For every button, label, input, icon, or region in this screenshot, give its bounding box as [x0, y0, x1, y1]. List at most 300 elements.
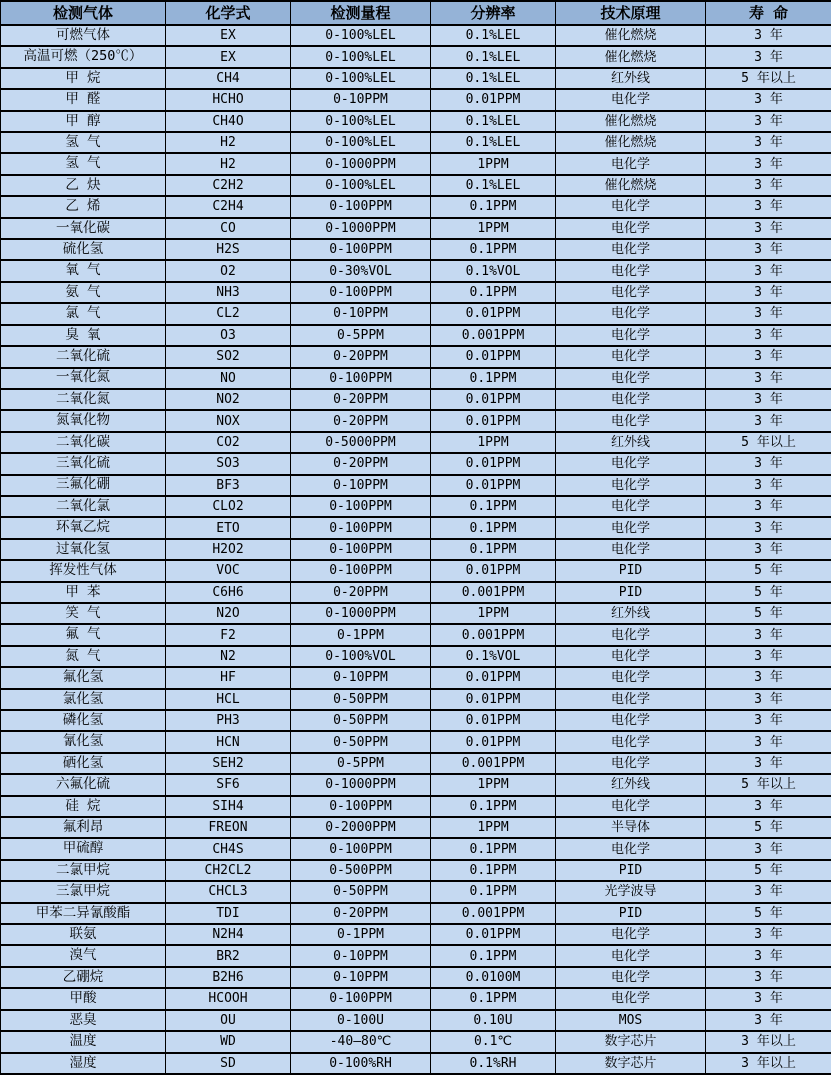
table-row — [1, 432, 831, 453]
cell: 0-20PPM — [291, 453, 431, 474]
cell: 3 年 — [706, 517, 831, 538]
cell: 0-5000PPM — [291, 432, 431, 453]
cell: 电化学 — [556, 945, 706, 966]
cell: 六氟化硫 — [1, 774, 166, 795]
cell: 0.01PPM — [431, 924, 556, 945]
cell: 1PPM — [431, 432, 556, 453]
cell: 3 年 — [706, 175, 831, 196]
cell: 乙 烯 — [1, 196, 166, 217]
cell: CH4 — [166, 68, 291, 89]
cell: PID — [556, 560, 706, 581]
table-row — [1, 389, 831, 410]
cell: 0-100%LEL — [291, 68, 431, 89]
table-row — [1, 560, 831, 581]
cell: 3 年 — [706, 132, 831, 153]
table-row — [1, 325, 831, 346]
cell: 电化学 — [556, 988, 706, 1009]
cell: SO2 — [166, 346, 291, 367]
cell: 乙硼烷 — [1, 967, 166, 988]
cell: 0-100PPM — [291, 282, 431, 303]
table-row — [1, 924, 831, 945]
cell: PID — [556, 860, 706, 881]
cell: 0.1PPM — [431, 838, 556, 859]
cell: C2H4 — [166, 196, 291, 217]
table-row — [1, 68, 831, 89]
cell: 3 年 — [706, 967, 831, 988]
cell: 0-100%LEL — [291, 46, 431, 67]
table-row — [1, 496, 831, 517]
table-row — [1, 368, 831, 389]
table-row — [1, 475, 831, 496]
cell: 催化燃烧 — [556, 111, 706, 132]
cell: 0-1000PPM — [291, 153, 431, 174]
cell: 氟 气 — [1, 624, 166, 645]
cell: 3 年 — [706, 153, 831, 174]
cell: 过氧化氢 — [1, 539, 166, 560]
cell: 3 年 — [706, 881, 831, 902]
table-row — [1, 517, 831, 538]
cell: N2O — [166, 603, 291, 624]
cell: 二氧化氯 — [1, 496, 166, 517]
cell: 电化学 — [556, 967, 706, 988]
cell: 半导体 — [556, 817, 706, 838]
cell: 3 年 — [706, 196, 831, 217]
cell: 0-10PPM — [291, 967, 431, 988]
column-header: 技术原理 — [556, 1, 706, 25]
cell: 0.001PPM — [431, 325, 556, 346]
cell: 3 年 — [706, 753, 831, 774]
cell: 0.001PPM — [431, 624, 556, 645]
table-row — [1, 303, 831, 324]
cell: TDI — [166, 903, 291, 924]
cell: 3 年 — [706, 689, 831, 710]
cell: 3 年 — [706, 303, 831, 324]
cell: PID — [556, 582, 706, 603]
cell: 5 年以上 — [706, 774, 831, 795]
cell: 3 年 — [706, 475, 831, 496]
cell: 0.001PPM — [431, 903, 556, 924]
table-row — [1, 624, 831, 645]
cell: 挥发性气体 — [1, 560, 166, 581]
cell: 氯 气 — [1, 303, 166, 324]
cell: 0-10PPM — [291, 945, 431, 966]
cell: 0.1%LEL — [431, 175, 556, 196]
cell: 氢 气 — [1, 132, 166, 153]
cell: 电化学 — [556, 153, 706, 174]
cell: 可燃气体 — [1, 25, 166, 46]
cell: 0.1PPM — [431, 496, 556, 517]
cell: C2H2 — [166, 175, 291, 196]
table-row — [1, 1010, 831, 1031]
cell: VOC — [166, 560, 291, 581]
cell: ETO — [166, 517, 291, 538]
cell: 电化学 — [556, 239, 706, 260]
table-row — [1, 410, 831, 431]
cell: 0.1PPM — [431, 239, 556, 260]
cell: 三氟化硼 — [1, 475, 166, 496]
cell: O3 — [166, 325, 291, 346]
cell: 0.01PPM — [431, 560, 556, 581]
cell: 红外线 — [556, 68, 706, 89]
cell: 0.01PPM — [431, 346, 556, 367]
cell: BR2 — [166, 945, 291, 966]
cell: 0-1PPM — [291, 624, 431, 645]
cell: 0-1PPM — [291, 924, 431, 945]
table-row — [1, 796, 831, 817]
cell: 电化学 — [556, 389, 706, 410]
table-row — [1, 46, 831, 67]
cell: 0-100PPM — [291, 796, 431, 817]
cell: 电化学 — [556, 731, 706, 752]
cell: 0.1PPM — [431, 988, 556, 1009]
cell: 0.1%LEL — [431, 46, 556, 67]
table-header — [1, 1, 831, 25]
cell: 0.01PPM — [431, 710, 556, 731]
cell: HF — [166, 667, 291, 688]
cell: 0-20PPM — [291, 389, 431, 410]
cell: NO — [166, 368, 291, 389]
cell: 0.1PPM — [431, 196, 556, 217]
table-row — [1, 239, 831, 260]
cell: CO — [166, 218, 291, 239]
cell: CLO2 — [166, 496, 291, 517]
cell: 0.1%VOL — [431, 260, 556, 281]
cell: 数字芯片 — [556, 1031, 706, 1052]
cell: 0.1%RH — [431, 1053, 556, 1075]
cell: 甲 烷 — [1, 68, 166, 89]
cell: CL2 — [166, 303, 291, 324]
table-row — [1, 1031, 831, 1052]
cell: HCN — [166, 731, 291, 752]
cell: CHCL3 — [166, 881, 291, 902]
cell: 氯化氢 — [1, 689, 166, 710]
table-row — [1, 817, 831, 838]
cell: 电化学 — [556, 496, 706, 517]
table-row — [1, 260, 831, 281]
cell: 0-100PPM — [291, 560, 431, 581]
cell: 电化学 — [556, 475, 706, 496]
cell: 0-100PPM — [291, 988, 431, 1009]
cell: 0.01PPM — [431, 89, 556, 110]
cell: SO3 — [166, 453, 291, 474]
cell: 0.1PPM — [431, 945, 556, 966]
cell: HCOOH — [166, 988, 291, 1009]
cell: 1PPM — [431, 817, 556, 838]
cell: 氟利昂 — [1, 817, 166, 838]
cell: 0.1%LEL — [431, 25, 556, 46]
cell: 0-100%LEL — [291, 111, 431, 132]
cell: 3 年 — [706, 988, 831, 1009]
cell: 0-100%LEL — [291, 175, 431, 196]
cell: 3 年 — [706, 624, 831, 645]
table-row — [1, 753, 831, 774]
column-header: 检测量程 — [291, 1, 431, 25]
cell: 0-10PPM — [291, 303, 431, 324]
cell: 0.0100M — [431, 967, 556, 988]
column-header: 寿 命 — [706, 1, 831, 25]
table-row — [1, 838, 831, 859]
cell: 0-1000PPM — [291, 603, 431, 624]
cell: 甲 醛 — [1, 89, 166, 110]
cell: 数字芯片 — [556, 1053, 706, 1075]
cell: 0.1PPM — [431, 860, 556, 881]
cell: EX — [166, 46, 291, 67]
cell: 电化学 — [556, 924, 706, 945]
cell: 电化学 — [556, 624, 706, 645]
cell: 二氧化硫 — [1, 346, 166, 367]
cell: 0.01PPM — [431, 667, 556, 688]
cell: 电化学 — [556, 196, 706, 217]
cell: 3 年 — [706, 111, 831, 132]
cell: 3 年 — [706, 410, 831, 431]
cell: 3 年 — [706, 453, 831, 474]
cell: 甲苯二异氰酸酯 — [1, 903, 166, 924]
cell: 3 年 — [706, 346, 831, 367]
cell: 0-20PPM — [291, 410, 431, 431]
cell: 高温可燃（250℃） — [1, 46, 166, 67]
cell: H2S — [166, 239, 291, 260]
table-row — [1, 89, 831, 110]
cell: 红外线 — [556, 603, 706, 624]
cell: 三氧化硫 — [1, 453, 166, 474]
cell: 0.01PPM — [431, 689, 556, 710]
cell: 硫化氢 — [1, 239, 166, 260]
cell: 0-500PPM — [291, 860, 431, 881]
cell: 红外线 — [556, 432, 706, 453]
cell: 恶臭 — [1, 1010, 166, 1031]
table-row — [1, 967, 831, 988]
cell: 电化学 — [556, 260, 706, 281]
cell: 0.1%LEL — [431, 68, 556, 89]
cell: 3 年 — [706, 368, 831, 389]
cell: 甲 醇 — [1, 111, 166, 132]
cell: 3 年 — [706, 924, 831, 945]
table-row — [1, 710, 831, 731]
cell: 电化学 — [556, 453, 706, 474]
cell: 0.1PPM — [431, 517, 556, 538]
cell: 氮氧化物 — [1, 410, 166, 431]
cell: 0.1PPM — [431, 881, 556, 902]
cell: 氧 气 — [1, 260, 166, 281]
cell: 3 年以上 — [706, 1053, 831, 1075]
cell: 0-1000PPM — [291, 218, 431, 239]
cell: 0.1PPM — [431, 539, 556, 560]
cell: 电化学 — [556, 689, 706, 710]
cell: CO2 — [166, 432, 291, 453]
cell: SIH4 — [166, 796, 291, 817]
cell: 甲 苯 — [1, 582, 166, 603]
table-row — [1, 1053, 831, 1075]
cell: 湿度 — [1, 1053, 166, 1075]
cell: 0-50PPM — [291, 881, 431, 902]
cell: 0.1PPM — [431, 796, 556, 817]
cell: 5 年 — [706, 582, 831, 603]
cell: 0-100PPM — [291, 496, 431, 517]
cell: 电化学 — [556, 368, 706, 389]
table-row — [1, 731, 831, 752]
cell: 3 年 — [706, 646, 831, 667]
cell: 0.1%VOL — [431, 646, 556, 667]
cell: 催化燃烧 — [556, 175, 706, 196]
cell: F2 — [166, 624, 291, 645]
cell: CH4S — [166, 838, 291, 859]
table-row — [1, 774, 831, 795]
cell: 0-20PPM — [291, 903, 431, 924]
cell: 0.10U — [431, 1010, 556, 1031]
cell: 3 年 — [706, 25, 831, 46]
cell: PH3 — [166, 710, 291, 731]
cell: 0-50PPM — [291, 731, 431, 752]
cell: 3 年 — [706, 1010, 831, 1031]
cell: 电化学 — [556, 89, 706, 110]
cell: 电化学 — [556, 838, 706, 859]
cell: H2 — [166, 132, 291, 153]
cell: 臭 氧 — [1, 325, 166, 346]
table-row — [1, 175, 831, 196]
cell: 0.01PPM — [431, 731, 556, 752]
cell: EX — [166, 25, 291, 46]
cell: 硒化氢 — [1, 753, 166, 774]
cell: 3 年 — [706, 218, 831, 239]
cell: 0-100PPM — [291, 239, 431, 260]
cell: 3 年 — [706, 838, 831, 859]
column-header: 化学式 — [166, 1, 291, 25]
cell: 电化学 — [556, 325, 706, 346]
cell: B2H6 — [166, 967, 291, 988]
cell: 3 年 — [706, 239, 831, 260]
table-row — [1, 346, 831, 367]
cell: HCHO — [166, 89, 291, 110]
cell: 3 年 — [706, 496, 831, 517]
table-row — [1, 539, 831, 560]
cell: 5 年以上 — [706, 68, 831, 89]
cell: 甲酸 — [1, 988, 166, 1009]
cell: 3 年 — [706, 260, 831, 281]
table-row — [1, 689, 831, 710]
cell: -40—80℃ — [291, 1031, 431, 1052]
cell: NOX — [166, 410, 291, 431]
cell: H2 — [166, 153, 291, 174]
cell: 电化学 — [556, 218, 706, 239]
cell: 0.001PPM — [431, 582, 556, 603]
table-row — [1, 603, 831, 624]
cell: 1PPM — [431, 153, 556, 174]
table-row — [1, 881, 831, 902]
cell: 三氯甲烷 — [1, 881, 166, 902]
cell: 磷化氢 — [1, 710, 166, 731]
cell: 光学波导 — [556, 881, 706, 902]
cell: 0-2000PPM — [291, 817, 431, 838]
table-row — [1, 25, 831, 46]
cell: N2H4 — [166, 924, 291, 945]
cell: 0.01PPM — [431, 475, 556, 496]
cell: 溴气 — [1, 945, 166, 966]
cell: 5 年 — [706, 860, 831, 881]
cell: 0.01PPM — [431, 389, 556, 410]
cell: 环氧乙烷 — [1, 517, 166, 538]
cell: 0-100%LEL — [291, 25, 431, 46]
cell: 3 年 — [706, 89, 831, 110]
cell: 笑 气 — [1, 603, 166, 624]
cell: H2O2 — [166, 539, 291, 560]
cell: 电化学 — [556, 539, 706, 560]
table-row — [1, 218, 831, 239]
cell: 催化燃烧 — [556, 132, 706, 153]
table-row — [1, 860, 831, 881]
cell: 3 年 — [706, 282, 831, 303]
cell: 催化燃烧 — [556, 46, 706, 67]
cell: 电化学 — [556, 753, 706, 774]
cell: 红外线 — [556, 774, 706, 795]
table-row — [1, 111, 831, 132]
cell: 0-30%VOL — [291, 260, 431, 281]
cell: 5 年以上 — [706, 432, 831, 453]
cell: 0.1%LEL — [431, 132, 556, 153]
cell: 电化学 — [556, 282, 706, 303]
header-row — [1, 1, 831, 25]
cell: 甲硫醇 — [1, 838, 166, 859]
cell: 0-5PPM — [291, 753, 431, 774]
cell: 电化学 — [556, 667, 706, 688]
cell: 0.1℃ — [431, 1031, 556, 1052]
cell: 1PPM — [431, 218, 556, 239]
cell: O2 — [166, 260, 291, 281]
cell: 0-10PPM — [291, 475, 431, 496]
cell: 0-100PPM — [291, 196, 431, 217]
cell: 0-20PPM — [291, 582, 431, 603]
cell: 氨 气 — [1, 282, 166, 303]
cell: NO2 — [166, 389, 291, 410]
cell: 0.1PPM — [431, 282, 556, 303]
cell: 0-100PPM — [291, 517, 431, 538]
cell: 5 年 — [706, 903, 831, 924]
cell: 联氨 — [1, 924, 166, 945]
cell: WD — [166, 1031, 291, 1052]
cell: 电化学 — [556, 646, 706, 667]
cell: SF6 — [166, 774, 291, 795]
cell: 氮 气 — [1, 646, 166, 667]
cell: 3 年 — [706, 389, 831, 410]
cell: 电化学 — [556, 710, 706, 731]
table-row — [1, 153, 831, 174]
cell: 一氧化碳 — [1, 218, 166, 239]
cell: C6H6 — [166, 582, 291, 603]
cell: 5 年 — [706, 560, 831, 581]
cell: CH2CL2 — [166, 860, 291, 881]
table-row — [1, 945, 831, 966]
cell: SEH2 — [166, 753, 291, 774]
cell: OU — [166, 1010, 291, 1031]
cell: 0-100%LEL — [291, 132, 431, 153]
cell: NH3 — [166, 282, 291, 303]
cell: 0-100PPM — [291, 368, 431, 389]
cell: 3 年 — [706, 325, 831, 346]
cell: FREON — [166, 817, 291, 838]
cell: 0-100PPM — [291, 539, 431, 560]
column-header: 检测气体 — [1, 1, 166, 25]
cell: 乙 炔 — [1, 175, 166, 196]
cell: 氢 气 — [1, 153, 166, 174]
cell: 5 年 — [706, 603, 831, 624]
cell: 电化学 — [556, 303, 706, 324]
cell: 1PPM — [431, 603, 556, 624]
cell: 电化学 — [556, 796, 706, 817]
cell: 3 年 — [706, 539, 831, 560]
cell: 一氧化氮 — [1, 368, 166, 389]
cell: 电化学 — [556, 517, 706, 538]
cell: 3 年 — [706, 796, 831, 817]
cell: 0-10PPM — [291, 89, 431, 110]
